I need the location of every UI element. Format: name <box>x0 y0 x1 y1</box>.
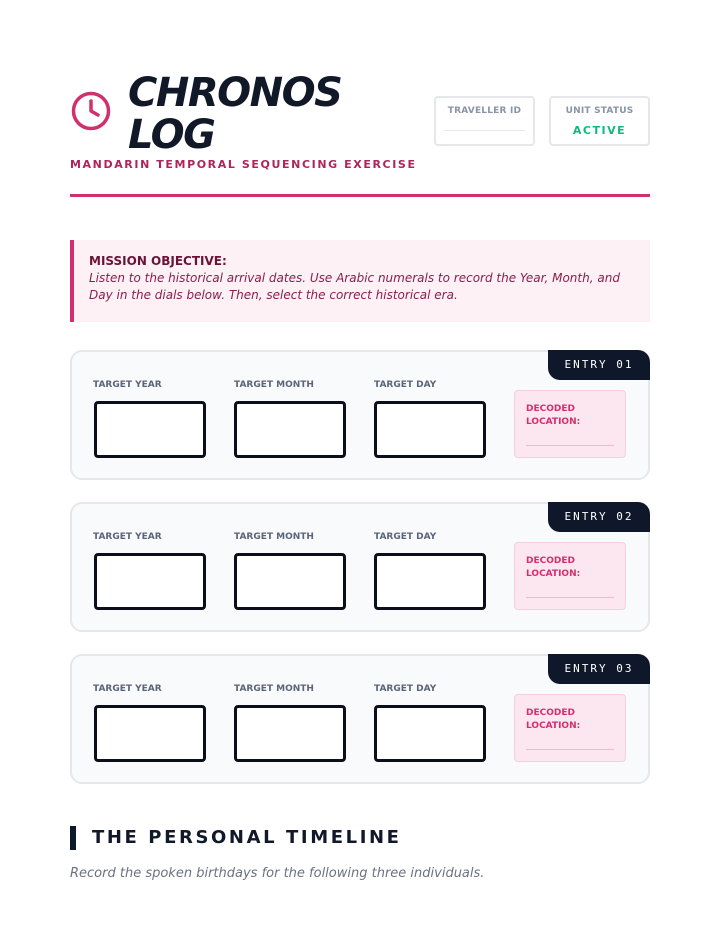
target-month-dial[interactable] <box>234 401 346 458</box>
target-year-dial[interactable] <box>94 705 206 762</box>
timeline-instructions: Record the spoken birthdays for the following three individuals. <box>70 866 485 881</box>
decoded-location-label: DECODED LOCATION: <box>526 708 581 731</box>
decoded-location-line <box>526 445 614 446</box>
target-day-dial[interactable] <box>374 553 486 610</box>
unit-status-box <box>549 96 650 146</box>
entry-card <box>70 654 650 784</box>
unit-status-value: ACTIVE <box>572 124 627 137</box>
target-month-label: TARGET MONTH <box>234 684 314 694</box>
target-year-label: TARGET YEAR <box>93 532 162 542</box>
entry-card <box>70 502 650 632</box>
target-day-label: TARGET DAY <box>374 380 437 390</box>
target-day-dial[interactable] <box>374 401 486 458</box>
target-day-label: TARGET DAY <box>374 684 437 694</box>
unit-status-label: UNIT STATUS <box>565 106 634 116</box>
target-month-dial[interactable] <box>234 705 346 762</box>
target-year-dial[interactable] <box>94 553 206 610</box>
objective-text: Listen to the historical arrival dates. Use Arabic numerals to record the Year, Month, and Day in the dials below. Then, select the correct historical era. <box>89 271 620 302</box>
traveller-id-box[interactable] <box>434 96 535 146</box>
mission-objective <box>70 240 650 322</box>
target-year-label: TARGET YEAR <box>93 380 162 390</box>
entry-tag: ENTRY 02 <box>548 502 650 532</box>
decoded-location-line <box>526 749 614 750</box>
entry-tag: ENTRY 01 <box>548 350 650 380</box>
page-title: CHRONOS LOG <box>128 70 342 158</box>
header <box>70 70 650 200</box>
timeline-title: THE PERSONAL TIMELINE <box>92 827 402 848</box>
target-year-label: TARGET YEAR <box>93 684 162 694</box>
decoded-location-label: DECODED LOCATION: <box>526 556 581 579</box>
target-month-dial[interactable] <box>234 553 346 610</box>
traveller-id-label: TRAVELLER ID <box>447 106 522 116</box>
decoded-location-label: DECODED LOCATION: <box>526 404 581 427</box>
target-year-dial[interactable] <box>94 401 206 458</box>
traveller-id-line <box>444 130 525 131</box>
clock-icon <box>70 90 112 132</box>
entry-tag: ENTRY 03 <box>548 654 650 684</box>
header-divider <box>70 194 650 197</box>
target-month-label: TARGET MONTH <box>234 532 314 542</box>
timeline-accent-bar <box>70 826 76 850</box>
entry-card <box>70 350 650 480</box>
page-subtitle: MANDARIN TEMPORAL SEQUENCING EXERCISE <box>70 158 417 171</box>
target-day-dial[interactable] <box>374 705 486 762</box>
target-month-label: TARGET MONTH <box>234 380 314 390</box>
decoded-location-line <box>526 597 614 598</box>
decoded-location-box[interactable] <box>514 694 626 762</box>
target-day-label: TARGET DAY <box>374 532 437 542</box>
decoded-location-box[interactable] <box>514 390 626 458</box>
objective-title: MISSION OBJECTIVE: <box>89 254 227 268</box>
decoded-location-box[interactable] <box>514 542 626 610</box>
